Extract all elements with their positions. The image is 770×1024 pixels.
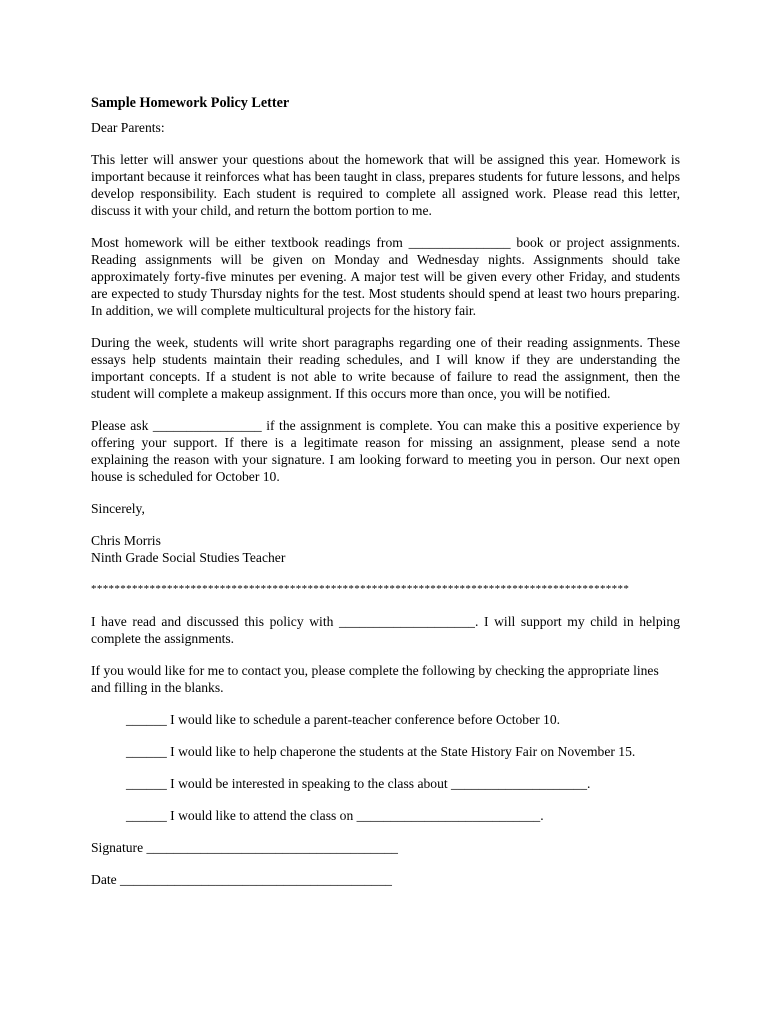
- signer-title: Ninth Grade Social Studies Teacher: [91, 550, 286, 565]
- letter-page: [91, 95, 680, 888]
- greeting: Dear Parents:: [91, 120, 165, 135]
- option-attend-class: ______ I would like to attend the class on ___________________________.: [126, 808, 544, 823]
- paragraph-homework-types: Most homework will be either textbook readings from _______________ book or project assignments. Reading assignments will be given on Monday and Wednesday nights. Assignments should take approximately forty-five minutes per evening. A major test will be given every other Friday, and students are expected to study Thursday nights for the test. Most students should spend at least two hours preparing. In addition, we will complete multicultural projects for the history fair.: [91, 235, 680, 318]
- option-speaking: ______ I would be interested in speaking to the class about ____________________.: [126, 776, 591, 791]
- separator-line: ********************************************************************************************: [91, 583, 630, 595]
- acknowledgement-statement: I have read and discussed this policy with ____________________. I will support my child in helping complete the assignments.: [91, 614, 680, 646]
- paragraph-parent-support: Please ask ________________ if the assignment is complete. You can make this a positive experience by offering your support. If there is a legitimate reason for missing an assignment, please send a note explaining the reason with your signature. I am looking forward to meeting you in person. Our next open house is scheduled for October 10.: [91, 418, 680, 484]
- paragraph-weekly-essays: During the week, students will write short paragraphs regarding one of their reading assignments. These essays help students maintain their reading schedules, and I will know if they are understanding the important concepts. If a student is not able to write because of failure to read the assignment, then the student will complete a makeup assignment. If this occurs more than once, you will be notified.: [91, 335, 680, 401]
- contact-instructions: If you would like for me to contact you, please complete the following by checking the appropriate lines and filling in the blanks.: [91, 663, 659, 695]
- signature-line: Signature _____________________________________: [91, 840, 398, 855]
- paragraph-intro: This letter will answer your questions about the homework that will be assigned this year. Homework is important because it reinforces what has been taught in class, prepares students for future lessons, and helps develop responsibility. Each student is required to complete all assigned work. Please read this letter, discuss it with your child, and return the bottom portion to me.: [91, 152, 680, 218]
- date-line: Date ________________________________________: [91, 872, 392, 887]
- option-conference: ______ I would like to schedule a parent-teacher conference before October 10.: [126, 712, 561, 727]
- signer-name: Chris Morris: [91, 533, 161, 548]
- letter-title: Sample Homework Policy Letter: [91, 95, 290, 111]
- closing: Sincerely,: [91, 501, 145, 516]
- option-chaperone: ______ I would like to help chaperone the students at the State History Fair on November 15.: [126, 744, 636, 759]
